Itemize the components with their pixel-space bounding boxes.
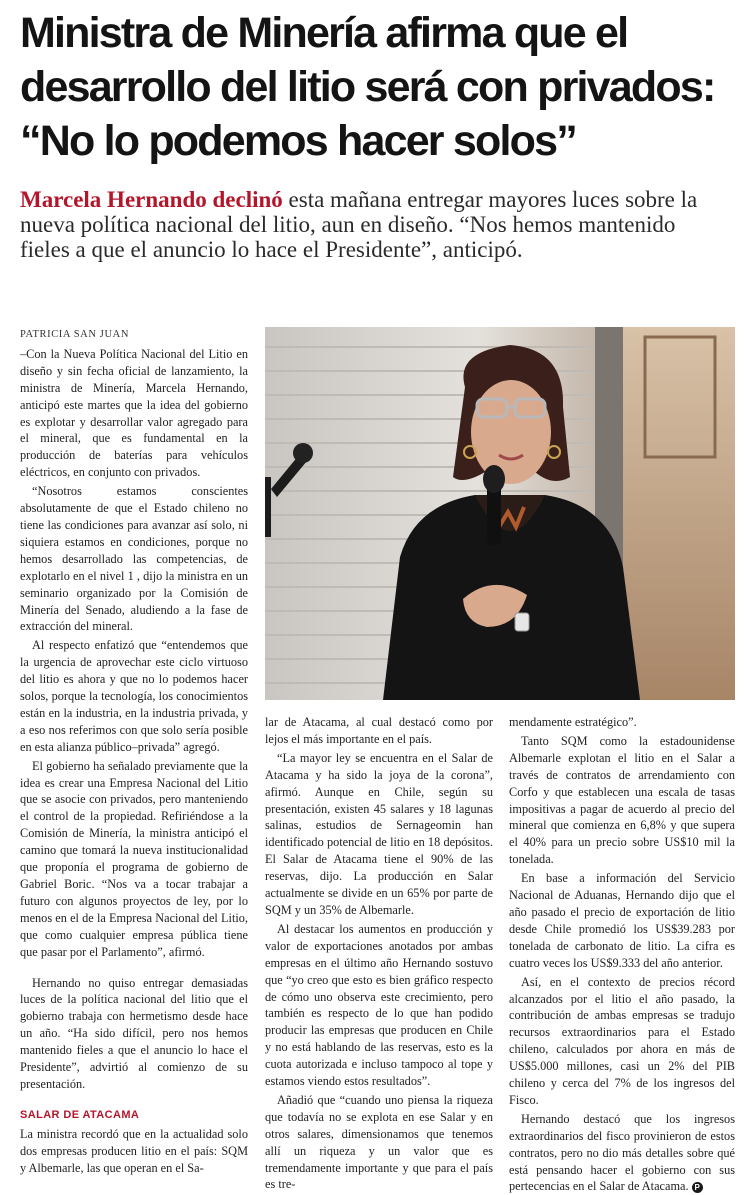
face [471,380,551,484]
headline-line-3: “No lo podemos hacer solos” [20,117,576,165]
end-mark-icon: P [692,1182,703,1193]
paragraph: Hernando no quiso entregar demasiadas luces de la política nacional del litio que el gobierno trabaja con hermetismo desde hace un año. “Ha sido difícil, pero nos hemos mantenido fieles a que el anuncio lo hace el Presidente”, advirtió al comienzo de su presentación. [20,975,248,1091]
paragraph: Tanto SQM como la estadounidense Albemarle explotan el litio en el Salar a través de contratos de arrendamiento con Corfo y que establecen una escala de tasas impositivas a pagar de acuerdo al precio del mineral que comienza en 6,8% y que supera el 40% para un precio sobre US$10 mil la tonelada. [509,733,735,867]
headline-line-1: Ministra de Minería afirma que el [20,9,628,57]
paragraph: Al respecto enfatizó que “entendemos que la urgencia de aprovechar este ciclo virtuoso del litio es ahora y que no lo podemos hacer solos, porque la tecnología, los conocimientos están en la industria, en la industria privada, y a eso nos referimos con que solo sería posible en esta alianza público–privada” agregó. [20,638,248,754]
wooden-door [623,327,735,700]
lead-paragraph [20,187,732,262]
paragraph-text: Hernando destacó que los ingresos extraordinarios del fisco provinieron de estos contratos, pero no dio más detalles sobre qué está pensando hacer el gobierno con sus pertecencias en el Salar de Atacama. [509,1111,735,1194]
paragraph: “Nosotros estamos conscientes absolutamente de que el Estado chileno no tiene las condiciones para avanzar así solo, ni siquiera estamos en condiciones, porque no hemos desarrollado las competencias, de explotarlo en el nivel 1 , dijo la ministra en un seminario organizado por la Comisión de Minería del Senado, aludiendo a la fase de extracción del mineral. [20,484,248,634]
paragraph: Así, en el contexto de precios récord alcanzados por el litio el año pasado, la contribución de ambas empresas se tradujo recursos extraordinarios para el Estado chileno, calculados por ahora en más de US$5.000 millones, casi un 2% del PIB chileno y cerca del 7% de los ingresos del Fisco. [509,974,735,1107]
paragraph: –Con la Nueva Política Nacional del Litio en diseño y sin fecha oficial de lanzamiento, la ministra de Minería, Marcela Hernando, anticipó este martes que la idea del gobierno es explotar y desarrollar valor agregado para el mineral, que es fundamental en la producción de baterías para vehículos eléctricos, en conjunto con privados. [20,346,248,480]
article-column-3 [509,714,735,1195]
paragraph: mendamente estratégico”. [509,715,637,729]
paragraph: lar de Atacama, al cual destacó como por lejos el más importante en el país. [265,715,493,746]
lead-accent-name: Marcela Hernando declinó [20,187,283,212]
paragraph: La ministra recordó que en la actualidad solo dos empresas producen litio en el país: SQM y Albemarle, las que operan en el Sa- [20,1126,248,1175]
paragraph: El gobierno ha señalado previamente que la idea es crear una Empresa Nacional del Litio que se asocie con privados, pero manteniendo el control de la propiedad. Refiriéndose a la Comisión de Minería, la ministra anticipó el camino que tomará la nueva institucionalidad que proponía el programa de gobierno de Gabriel Boric. “Nos va a tocar trabajar a futuro con algunos proyectos de ley, por lo menos en el de la Empresa Nacional del Litio, que como cualquier empresa pública tiene que pasar por el Parlamento”, afirmó. [20,758,248,959]
article-column-2 [265,714,493,1193]
headline [20,6,735,168]
wristwatch [515,613,529,631]
headline-line-2: desarrollo del litio será con privados: [20,63,715,111]
speaker-photo [265,327,735,700]
lead-line-1-text: esta mañana entregar mayores luces sobre la [282,187,698,212]
section-subhead: SALAR DE ATACAMA [20,1108,140,1121]
paragraph: “La mayor ley se encuentra en el Salar de Atacama y ha sido la joya de la corona”, afirmó. Aunque en Chile, según su presentación, existen 45 salares y 18 lagunas salinas, estudios de Sernageomin han identificado potencial de litio en 18 depósitos. El Salar de Atacama tiene el 90% de las reservas, dijo. La producción en Salar actualmente se divide en un 65% por parte de SQM y un 35% de Albemarle. [265,750,493,917]
paragraph: En base a información del Servicio Nacional de Aduanas, Hernando dijo que el año pasado el precio de exportación de litio desde Chile promedió los US$39.283 por tonelada de carbonato de litio. La cifra es cuatro veces los US$9.333 del año anterior. [509,871,735,970]
article-column-1 [20,327,248,1177]
byline: PATRICIA SAN JUAN [20,329,130,340]
paragraph: Al destacar los aumentos en producción y valor de exportaciones anotados por ambas empresas en el último año Hernando sostuvo que “yo creo que esto es bien gráfico respecto de cómo uno observa este crecimiento, pero también es respecto de lo que han podido producir las empresas que producen en Chile y no está hablando de las reservas, esto es la cuota autorizada e incluso tampoco al tope y estamos viendo estos resultados”. [265,921,493,1089]
final-paragraph [509,1111,735,1195]
lead-line-2: nueva política nacional del litio, aun en diseño. “Nos hemos mantenido [20,212,676,237]
paragraph: Añadió que “cuando uno piensa la riqueza que todavía no se explota en ese Salar y en otros salares, dimensionamos que tenemos allí un riqueza y un valor que es tremendamente importante y que para el país es tre- [265,1092,493,1192]
lead-line-1 [20,187,732,212]
lead-line-3: fieles a que el anuncio lo hace el Presidente”, anticipó. [20,237,523,262]
